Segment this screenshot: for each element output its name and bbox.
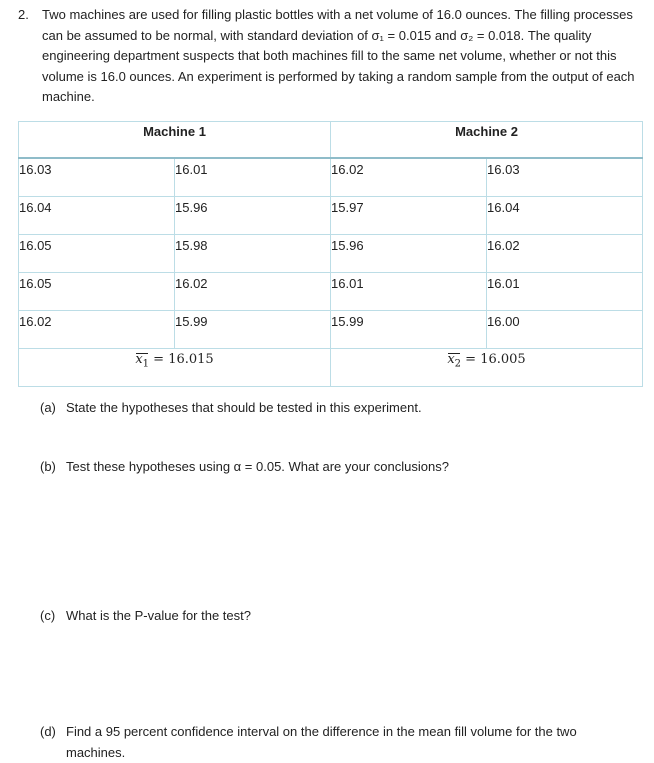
table-cell: 16.02 — [19, 311, 175, 349]
table-cell: 16.02 — [175, 273, 331, 311]
problem-text: Two machines are used for filling plastic bottles with a net volume of 16.0 ounces. The filling processes can be assumed to be normal, with standard deviation of σ₁ = 0.015 and σ₂ = 0.018. The quality engineering department suspects that both machines fill to the same net volume, whether or not this volume is 16.0 ounces. An experiment is performed by taking a random sample from the output of each machine. — [42, 7, 635, 104]
table-cell: 16.02 — [331, 158, 487, 197]
question-b — [40, 457, 620, 478]
question-label: (d) — [40, 724, 56, 739]
question-c — [40, 606, 620, 627]
table-header-row — [19, 122, 643, 159]
table-cell: 15.99 — [331, 311, 487, 349]
table-cell: 16.01 — [331, 273, 487, 311]
table-cell: 16.04 — [487, 197, 643, 235]
question-text: Test these hypotheses using α = 0.05. What are your conclusions? — [66, 459, 449, 474]
table-cell: 16.01 — [175, 158, 331, 197]
table-cell: 15.97 — [331, 197, 487, 235]
table-cell: 15.96 — [331, 235, 487, 273]
x-bar-symbol: $x_1$ — [135, 352, 150, 370]
table-row — [19, 273, 643, 311]
table-cell: 15.98 — [175, 235, 331, 273]
table-cell: 16.04 — [19, 197, 175, 235]
question-label: (b) — [40, 459, 56, 474]
mean-row — [19, 349, 643, 387]
table-cell: 16.03 — [19, 158, 175, 197]
table-cell: 16.05 — [19, 273, 175, 311]
machine-2-mean — [331, 349, 643, 387]
question-d — [40, 722, 620, 763]
problem-statement — [18, 5, 648, 108]
sample-data-table — [18, 121, 643, 387]
question-label: (a) — [40, 400, 56, 415]
mean-value: = 16.005 — [461, 352, 526, 367]
question-text: What is the P-value for the test? — [66, 608, 251, 623]
question-a — [40, 398, 620, 419]
question-text: Find a 95 percent confidence interval on the difference in the mean fill volume for the two machines. — [66, 724, 577, 760]
table-cell: 16.05 — [19, 235, 175, 273]
question-text: State the hypotheses that should be tested in this experiment. — [66, 400, 422, 415]
mean-value: = 16.015 — [149, 352, 214, 367]
machine-1-header: Machine 1 — [19, 122, 331, 159]
table-cell: 16.01 — [487, 273, 643, 311]
table-cell: 16.02 — [487, 235, 643, 273]
table-cell: 15.96 — [175, 197, 331, 235]
table-cell: 16.03 — [487, 158, 643, 197]
question-label: (c) — [40, 608, 56, 623]
table-row — [19, 158, 643, 197]
table-row — [19, 197, 643, 235]
table-cell: 15.99 — [175, 311, 331, 349]
table-row — [19, 311, 643, 349]
table-cell: 16.00 — [487, 311, 643, 349]
machine-1-mean — [19, 349, 331, 387]
table-row — [19, 235, 643, 273]
x-bar-symbol: $x_2$ — [447, 352, 462, 370]
machine-2-header: Machine 2 — [331, 122, 643, 159]
problem-number: 2. — [18, 7, 29, 22]
